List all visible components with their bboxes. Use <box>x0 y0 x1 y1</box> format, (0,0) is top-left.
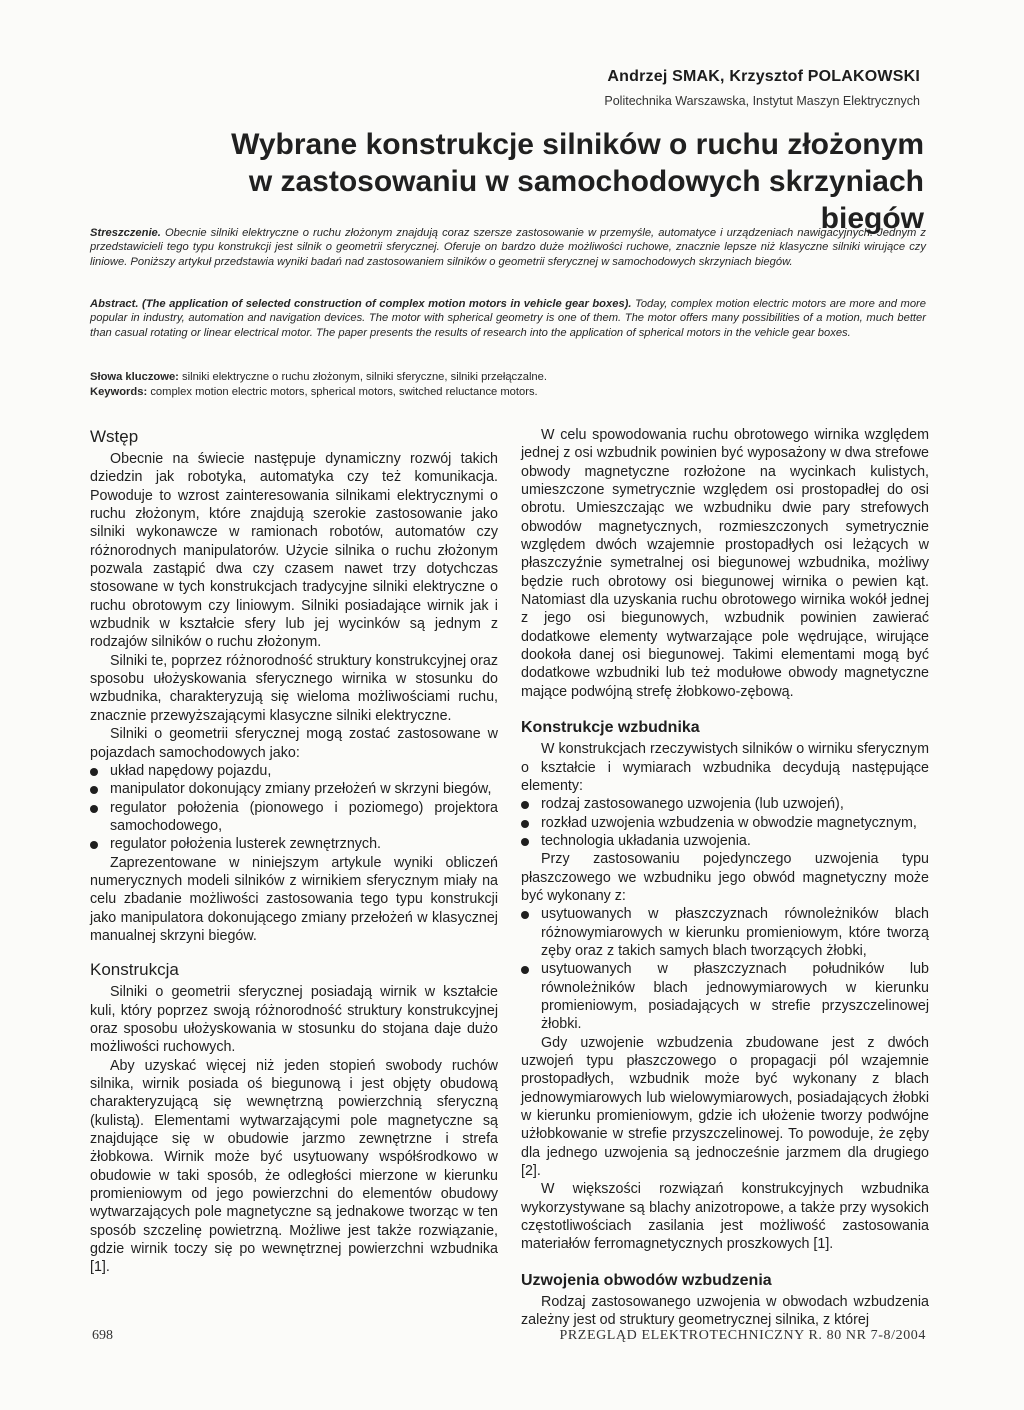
list-item-text: regulator położenia lusterek zewnętrznych. <box>110 836 381 853</box>
bullet-icon <box>521 820 529 828</box>
keywords-en <box>90 385 926 399</box>
keywords-pl-text: silniki elektryczne o ruchu złożonym, silniki sferyczne, silniki przełączalne. <box>182 371 547 383</box>
list-item <box>521 960 929 1033</box>
keywords-en-text: complex motion electric motors, spherical motors, switched reluctance motors. <box>150 386 538 398</box>
list-item <box>521 905 929 960</box>
keywords-pl <box>90 370 926 384</box>
streszczenie <box>90 226 926 269</box>
paper-title <box>200 126 924 237</box>
list-item <box>90 799 498 836</box>
list-item-text: regulator położenia (pionowego i poziomego) projektora samochodowego, <box>110 799 498 834</box>
bullet-icon <box>90 841 98 849</box>
list-item-text: układ napędowy pojazdu, <box>110 762 272 779</box>
exciter-paragraph-4: W większości rozwiązań konstrukcyjnych wzbudnika wykorzystywane są blachy anizotropowe, a także przy wysokich częstotliwościach zasilania jest możliwość zastosowania materiałów ferromagnetycznych proszkowych [1]. <box>521 1181 929 1253</box>
heading-exciter: Konstrukcje wzbudnika <box>521 719 700 737</box>
list-item <box>521 795 929 813</box>
exciter-paragraph-2: Przy zastosowaniu pojedynczego uzwojenia typu płaszczowego we wzbudniku jego obwód magnetyczny może być wykonany z: <box>521 851 929 904</box>
heading-windings: Uzwojenia obwodów wzbudzenia <box>521 1271 772 1289</box>
list-item-text: manipulator dokonujący zmiany przełożeń w skrzyni biegów, <box>110 781 492 798</box>
list-item-text: usytuowanych w płaszczyznach równoleżników blach różnowymiarowych w kierunku promieniowym, które tworzą zęby oraz z takich samych blach tworzących żłobki, <box>541 906 929 959</box>
title-line-2: w zastosowaniu w samochodowych skrzyniach biegów <box>248 165 924 235</box>
exciter-list-2 <box>521 905 929 1033</box>
streszczenie-text: Obecnie silniki elektryczne o ruchu złożonym znajdują coraz szersze zastosowanie w przemyśle, automatyce i urządzeniach nawigacyjnych. Jednym z przedstawicieli tego typu konstrukcji jest silnik o geometrii sferycznej. Oferuje on bardzo duże możliwości ruchowe, znacznie lepsze niż klasyczne silniki wirujące czy liniowe. Poniższy artykuł przedstawia wyniki badań nad zastosowaniem silników o geometrii sferycznej w samochodowych skrzyniach biegów. <box>90 227 926 268</box>
bullet-icon <box>521 966 529 974</box>
exciter-paragraph-3: Gdy uzwojenie wzbudzenia zbudowane jest z dwóch uzwojeń typu płaszczowego o propagacji pól wzajemnie prostopadłych, wzbudnik może być wykonany z blach jednowymiarowych lub wielowymiarowych, posiadających żłobki w kierunku promieniowym, gdzie ich ułożenie tworzy podwójne użłobkowanie w strefie przyszczelinowej. To powoduje, że zęby dla jednego uzwojenia są jednocześnie jarzmem dla drugiego [2]. <box>521 1034 929 1180</box>
abstract-label: Abstract. (The application of selected construction of complex motion motors in vehicle gear boxes). <box>90 298 632 310</box>
rotation-paragraph: W celu spowodowania ruchu obrotowego wirnika względem jednej z osi wzbudnik powinien być wyposażony w dwa strefowe obwody magnetyczne rozłożone na wycinkach kulistych, umieszczone symetrycznie względem osi prostopadłej do osi obrotu. Umieszczając we wzbudniku dwie pary strefowych obwodów magnetycznych, rozmieszczonych symetrycznie względem dwóch wzajemnie prostopadłych osi leżących w płaszczyźnie symetralnej osi biegunowej wzbudnika, możliwy będzie ruch obrotowy osi biegunowej wirnika o pewien kąt. Natomiast dla uzyskania ruchu obrotowego wirnika wokół jednej z jego osi biegunowych, wzbudnik powinien zawierać dodatkowe elementy wytwarzające pole wędrujące, wirujące dookoła danej osi biegunowej. Takimi elementami mogą być dodatkowe wzbudniki lub też modułowe obwody magnetyczne mające podwójną strefę żłobkowo-zębową. <box>521 427 929 700</box>
page-number: 698 <box>92 1328 113 1343</box>
bullet-icon <box>521 911 529 919</box>
list-item-text: usytuowanych w płaszczyznach południków lub równoleżników blach jednowymiarowych w kierunku promieniowym, posiadających w strefie przyszczelinowej żłobki. <box>541 961 929 1033</box>
intro-paragraph-1: Obecnie na świecie następuje dynamiczny rozwój takich dziedzin jak robotyka, automatyka czy też komunikacja. Powoduje to wzrost zainteresowania silnikami elektrycznymi o ruchu złożonym, które znajdują szerokie zastosowanie jako silniki wykonawcze w ramionach robotów, automatów czy różnorodnych manipulatorów. Użycie silnika o ruchu złożonym pozwala zastąpić dwa czy czasem nawet trzy dotychczas stosowane w tych konstrukcjach tradycyjne silniki elektryczne o ruchu obrotowym czy liniowym. Silniki posiadające wirnik jak i wzbudnik w kształcie sfery lub jej wycinków są jednym z rodzajów silników o ruchu złożonym. <box>90 451 498 651</box>
intro-paragraph-2: Silniki te, poprzez różnorodność struktury konstrukcyjnej oraz sposobu ułożyskowania sferycznego wirnika w stosunku do wzbudnika, charakteryzują się wieloma możliwościami ruchu, znacznie przewyższającymi klasyczne silniki elektryczne. <box>90 652 498 724</box>
list-item <box>90 835 498 853</box>
abstract-text: Today, complex motion electric motors are more and more popular in industry, automation and navigation devices. The motor with spherical geometry is one of them. The motor offers many possibilities of a motion, much better than casual rotating or linear electrical motor. The paper presents the results of research into the application of spherical motors in the vehicle gear boxes. <box>90 298 926 339</box>
bullet-icon <box>90 805 98 813</box>
keywords-pl-label: Słowa kluczowe: <box>90 371 179 383</box>
title-line-1: Wybrane konstrukcje silników o ruchu złożonym <box>231 128 924 161</box>
list-item <box>521 814 929 832</box>
exciter-paragraph-1: W konstrukcjach rzeczywistych silników o wirniku sferycznym o kształcie i wymiarach wzbudnika decydują następujące elementy: <box>521 741 929 794</box>
list-item <box>90 762 498 780</box>
bullet-icon <box>521 838 529 846</box>
bullet-icon <box>521 801 529 809</box>
authors: Andrzej SMAK, Krzysztof POLAKOWSKI <box>607 68 920 85</box>
right-column <box>521 426 929 1329</box>
heading-intro: Wstęp <box>90 427 139 446</box>
list-item <box>521 832 929 850</box>
affiliation: Politechnika Warszawska, Instytut Maszyn Elektrycznych <box>604 94 920 108</box>
keywords-en-label: Keywords: <box>90 386 148 398</box>
exciter-list <box>521 795 929 850</box>
left-column <box>90 426 498 1277</box>
bullet-icon <box>90 786 98 794</box>
construction-paragraph-2: Aby uzyskać więcej niż jeden stopień swobody ruchów silnika, wirnik posiada oś biegunową i jest objęty obudową charakteryzującą się wewnętrzną powierzchnią sferyczną (kulistą). Elementami wytwarzającymi pole magnetyczne są znajdujące się w obudowie jarzmo zewnętrzne i strefa żłobkowa. Wirnik może być usytuowany współśrodkowo w obudowie w taki sposób, że odległości mierzone w kierunku promieniowym od jego powierzchni do elementów obudowy wytwarzających pole magnetyczne są jednakowe tworząc w ten sposób szczelinę powietrzną. Możliwe jest także rozwiązanie, gdzie wirnik toczy się po wewnętrznej powierzchni wzbudnika [1]. <box>90 1057 498 1276</box>
heading-construction: Konstrukcja <box>90 960 179 980</box>
journal-name: PRZEGLĄD ELEKTROTECHNICZNY R. 80 NR 7-8/2004 <box>559 1328 926 1343</box>
list-item-text: technologia układania uzwojenia. <box>541 832 751 849</box>
list-item-text: rodzaj zastosowanego uzwojenia (lub uzwojeń), <box>541 796 844 813</box>
abstract <box>90 297 926 340</box>
list-item <box>90 780 498 798</box>
bullet-icon <box>90 768 98 776</box>
intro-list <box>90 762 498 854</box>
intro-paragraph-4: Zaprezentowane w niniejszym artykule wyniki obliczeń numerycznych modeli silników z wirnikiem sferycznym miały na celu zbadanie możliwości zastosowania tego typu konstrukcji jako manipulatora dokonującego zmiany przełożeń w klasycznej manualnej skrzyni biegów. <box>90 854 498 944</box>
construction-paragraph-1: Silniki o geometrii sferycznej posiadają wirnik w kształcie kuli, który poprzez swoją różnorodność struktury konstrukcyjnej oraz sposobu ułożyskowania w stosunku do stojana daje dużo możliwości ruchowych. <box>90 984 498 1056</box>
streszczenie-label: Streszczenie. <box>90 227 161 239</box>
windings-paragraph-1: Rodzaj zastosowanego uzwojenia w obwodach wzbudzenia zależny jest od struktury geometrycznej silnika, z której <box>521 1293 929 1329</box>
intro-paragraph-3: Silniki o geometrii sferycznej mogą zostać zastosowane w pojazdach samochodowych jako: <box>90 726 498 761</box>
list-item-text: rozkład uzwojenia wzbudzenia w obwodzie magnetycznym, <box>541 814 917 831</box>
